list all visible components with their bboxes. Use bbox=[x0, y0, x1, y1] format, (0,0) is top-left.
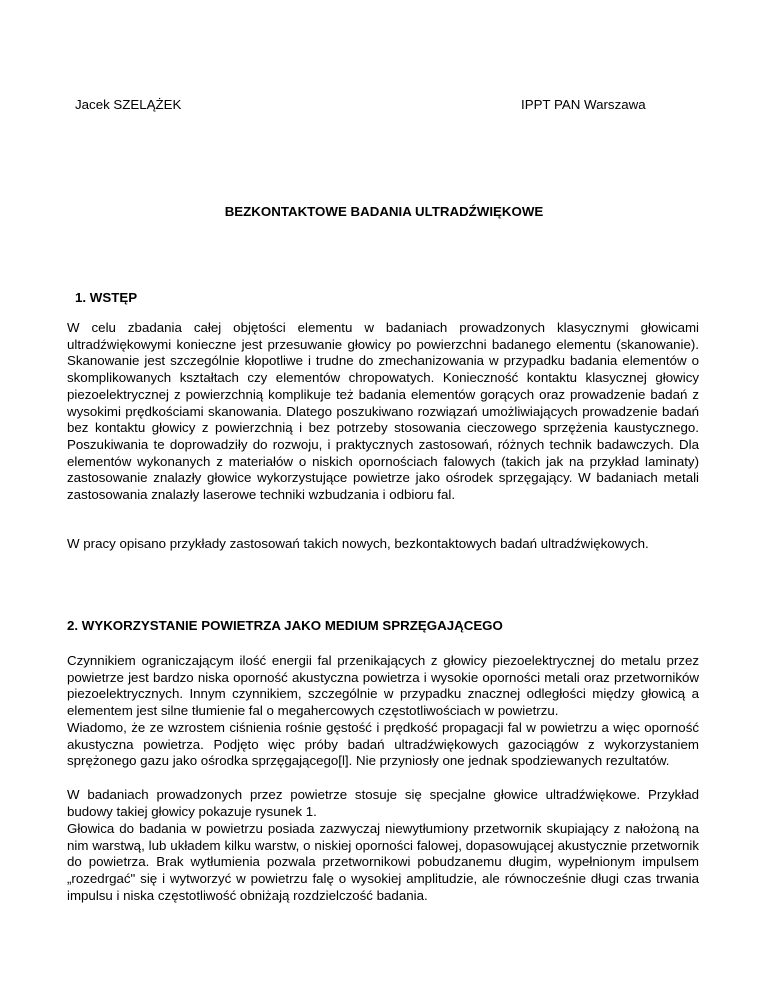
section-heading-introduction: 1. WSTĘP bbox=[75, 290, 138, 305]
author-name: Jacek SZELĄŻEK bbox=[75, 97, 182, 112]
air-coupling-paragraph: Wiadomo, że ze wzrostem ciśnienia rośnie gęstość i prędkość propagacji fal w powietrzu a więc oporność akustyczna powietrza. Podjęto więc próby badań ultradźwiękowych gazociągów z wykorzystaniem sprężonego gazu jako ośrodka sprzęgającego[l]. Nie przyniosły one jednak spodziewanych rezultatów. bbox=[67, 720, 699, 769]
introduction-paragraph: W celu zbadania całej objętości elementu w badaniach prowadzonych klasycznymi głowicami ultradźwiękowymi konieczne jest przesuwanie głowicy po powierzchni badanego elementu (skanowanie). Skanowanie jest szczególnie kłopotliwe i trudne do zmechanizowania w przypadku badania elementów o skomplikowanych kształtach czy elementów chropowatych. Konieczność kontaktu klasycznej głowicy piezoelektrycznej z powierzchnią komplikuje też badania elementów gorących oraz prowadzenie badań z wysokimi prędkościami skanowania. Dlatego poszukiwano rozwiązań umożliwiających prowadzenie badań bez kontaktu głowicy z powierzchnią i bez potrzeby stosowania cieczowego sprzężenia kaustycznego. Poszukiwania te doprowadziły do rozwoju, i praktycznych zastosowań, różnych technik badawczych. Dla elementów wykonanych z materiałów o niskich opornościach falowych (takich jak na przykład laminaty) zastosowanie znalazły głowice wykorzystujące powietrze jako ośrodek sprzęgający. W badaniach metali zastosowania znalazły laserowe techniki wzbudzania i odbioru fal. bbox=[67, 320, 699, 503]
institution-name: IPPT PAN Warszawa bbox=[521, 97, 646, 112]
document-title: BEZKONTAKTOWE BADANIA ULTRADŹWIĘKOWE bbox=[224, 204, 544, 219]
introduction-paragraph: W pracy opisano przykłady zastosowań takich nowych, bezkontaktowych badań ultradźwiękowych. bbox=[67, 536, 649, 551]
air-coupling-paragraph: Czynnikiem ograniczającym ilość energii fal przenikających z głowicy piezoelektrycznej do metalu przez powietrze jest bardzo niska oporność akustyczna powietrza i wysokie oporności metali oraz przetworników piezoelektrycznych. Innym czynnikiem, szczególnie w przypadku znacznej odległości między głowicą a elementem jest silne tłumienie fal o megahercowych częstotliwościach w powietrzu. bbox=[67, 653, 699, 719]
air-coupling-paragraph: W badaniach prowadzonych przez powietrze stosuje się specjalne głowice ultradźwiękowe. Przykład budowy takiej głowicy pokazuje rysunek 1. bbox=[67, 787, 699, 819]
air-coupling-paragraph: Głowica do badania w powietrzu posiada zazwyczaj niewytłumiony przetwornik skupiający z nałożoną na nim warstwą, lub układem kilku warstw, o niskiej oporności falowej, dopasowującej akustycznie przetwornik do powietrza. Brak wytłumienia pozwala przetwornikowi pobudzanemu długim, wypełnionym impulsem „rozedrgać" się i wytworzyć w powietrzu falę o wysokiej amplitudzie, ale równocześnie długi czas trwania impulsu i niska częstotliwość obniżają rozdzielczość badania. bbox=[67, 821, 699, 903]
section-heading-air-coupling: 2. WYKORZYSTANIE POWIETRZA JAKO MEDIUM SPRZĘGAJĄCEGO bbox=[67, 618, 503, 633]
